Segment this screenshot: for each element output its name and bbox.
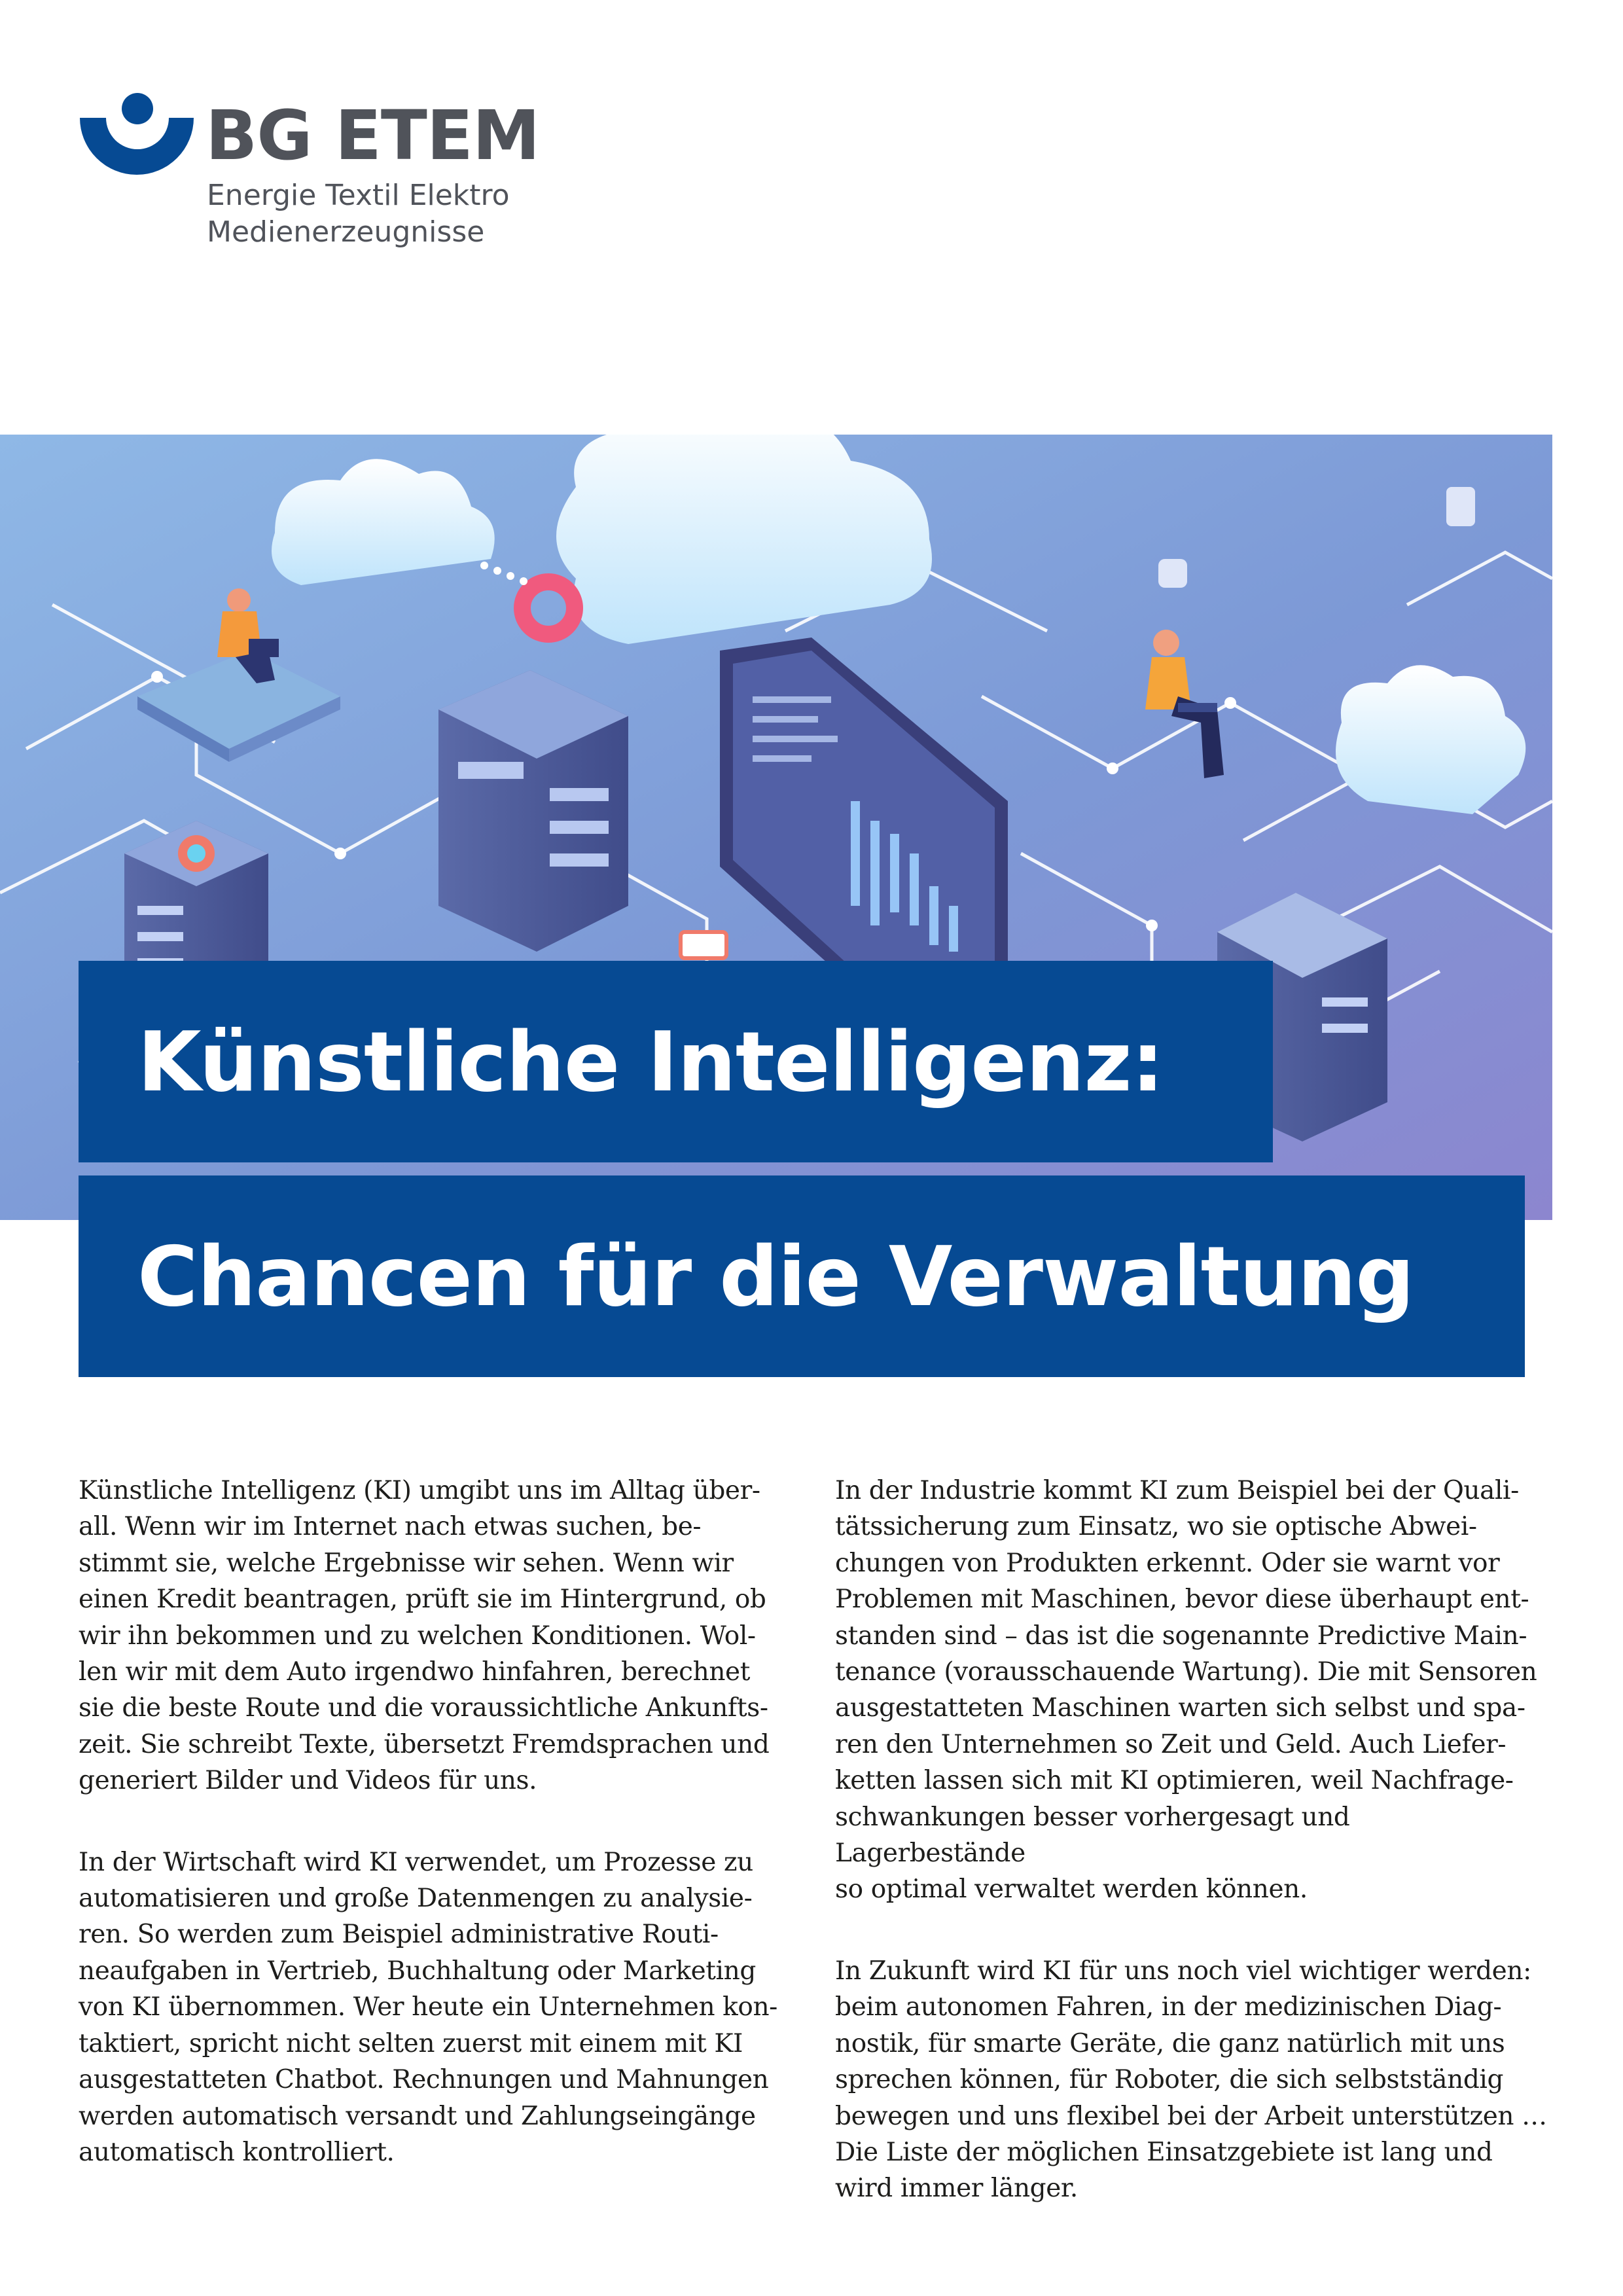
- title-line-2: Chancen für die Verwaltung: [79, 1175, 1525, 1377]
- paragraph-everyday-ai: Künstliche Intelligenz (KI) umgibt uns im Alltag über- all. Wenn wir im Internet nach etwas suchen, be- stimmt sie, welche Ergebnisse wir sehen. Wenn wir einen Kredit beantragen, prüft sie im Hintergrund, ob wir ihn bekommen und zu welchen Konditionen. Wol- len wir mit dem Auto irgendwo hinfahren, berechnet sie die beste Route und die voraussichtliche Ankunfts- zeit. Sie schreibt Texte, übersetzt Fremdsprachen und generiert Bilder und Videos für uns.: [79, 1476, 770, 1796]
- logo-subline-1: Energie Textil Elektro: [207, 179, 510, 212]
- logo-subline-2: Medienerzeugnisse: [207, 215, 485, 249]
- paragraph-industry-ai: In der Industrie kommt KI zum Beispiel bei der Quali- tätssicherung zum Einsatz, wo sie optische Abwei- chungen von Produkten erkennt. Oder sie warnt vor Problemen mit Maschinen, bevor diese überhaupt ent- standen sind – das ist die sogenannte Predictive Main- tenance (vorausschauende Wartung). Die mit Sensoren ausgestatteten Maschinen warten sich selbst und spa- ren den Unternehmen so Zeit und Geld. Auch Liefer- ketten lassen sich mit KI optimieren, weil Nachfrage- schwankungen besser vorhergesagt und Lagerbestände so optimal verwaltet werden können.: [835, 1476, 1537, 1905]
- logo-name: BG ETEM: [205, 96, 540, 175]
- paragraph-future-ai: In Zukunft wird KI für uns noch viel wichtiger werden: beim autonomen Fahren, in der medizinischen Diag- nostik, für smarte Geräte, die ganz natürlich mit uns sprechen können, für Roboter, die sich selbstständig bewegen und uns flexibel bei der Arbeit unterstützen … Die Liste der möglichen Einsatzgebiete ist lang und wird immer länger.: [835, 1956, 1547, 2204]
- body-column-left: [79, 1473, 791, 2215]
- bg-etem-logo: [77, 92, 548, 262]
- paragraph-economy-ai: In der Wirtschaft wird KI verwendet, um Prozesse zu automatisieren und große Datenmengen zu analysie- ren. So werden zum Beispiel administrative Routi- neaufgaben in Vertrieb, Buchhaltung oder Marketing von KI übernommen. Wer heute ein Unternehmen kon- taktiert, spricht nicht selten zuerst mit einem mit KI ausgestatteten Chatbot. Rechnungen und Mahnungen werden automatisch versandt und Zahlungseingänge automatisch kontrolliert.: [79, 1847, 777, 2167]
- body-column-right: [835, 1473, 1547, 2252]
- bg-etem-logo-icon: [77, 92, 195, 209]
- title-line-1: Künstliche Intelligenz:: [79, 961, 1273, 1162]
